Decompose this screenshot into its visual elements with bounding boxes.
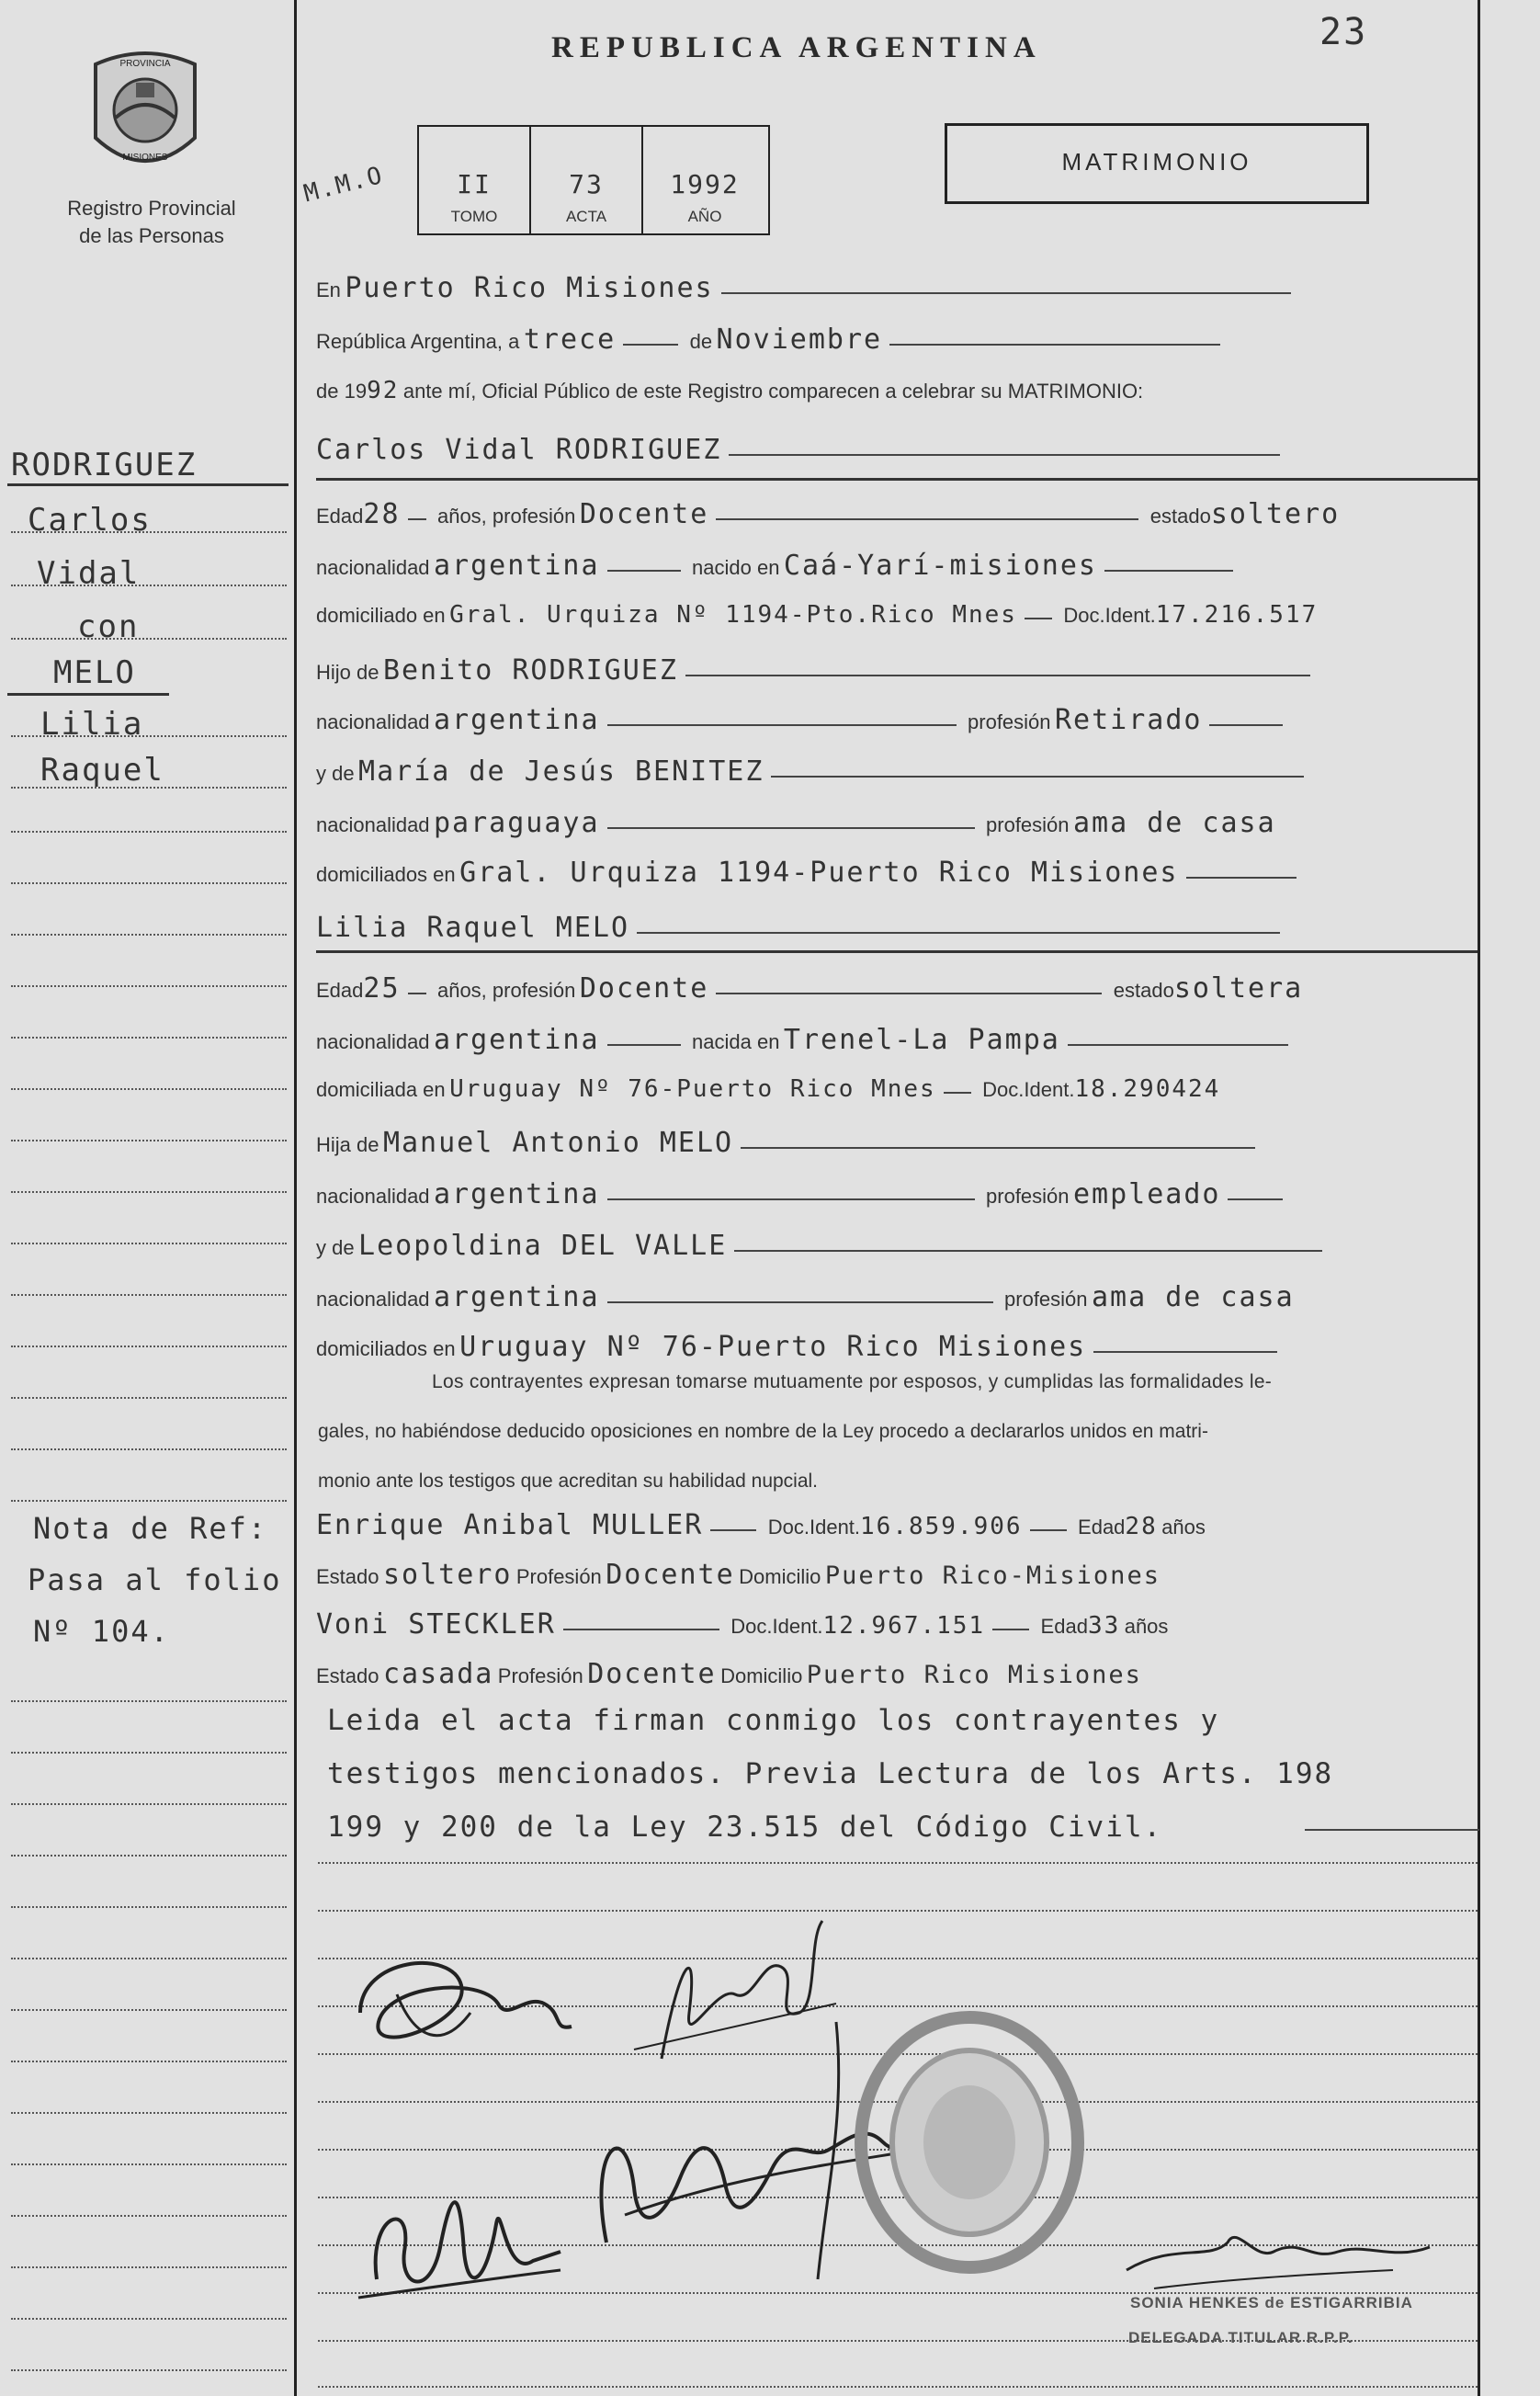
bride-age-line: Edad25 años, profesión Docente estadosoltera [316, 972, 1304, 1005]
ano-label: AÑO [687, 208, 722, 225]
title-box [945, 123, 1369, 204]
official-role: DELEGADA TITULAR R.P.P. [1128, 2329, 1353, 2346]
margin-firstname-bride: Lilia [40, 706, 144, 743]
bride-name-line [316, 912, 1483, 944]
margin-firstname-groom: Carlos [28, 502, 152, 539]
margin-middlename-groom: Vidal [37, 555, 141, 592]
ano-value: 1992 [670, 169, 740, 199]
official-name: SONIA HENKES de ESTIGARRIBIA [1130, 2294, 1413, 2311]
bride-parents-address-line: domiciliados en Uruguay Nº 76-Puerto Rico Misiones [316, 1331, 1483, 1363]
witness2-name: Voni STECKLER [316, 1608, 556, 1641]
margin-surname-groom: RODRIGUEZ [11, 447, 198, 483]
bride-nationality-line: nacionalidad argentina nacida en Trenel-La Pampa [316, 1024, 1483, 1056]
margin-middlename-bride: Raquel [40, 752, 164, 789]
intro-statement-line: de 1992 ante mí, Oficial Público de este Registro comparecen a celebrar su MATRIMONIO: [316, 377, 1144, 404]
bride-mother: Leopoldina DEL VALLE [358, 1230, 728, 1262]
official-signature [1117, 2206, 1448, 2307]
mmo-mark: M.M.O [300, 161, 387, 209]
margin-connector: con [77, 608, 140, 645]
declaration-line1: Los contrayentes expresan tomarse mutuamente por esposos, y cumplidas las formalidades le- [432, 1371, 1273, 1392]
acta-label: ACTA [565, 208, 607, 225]
bride-father-line: Hija de Manuel Antonio MELO [316, 1127, 1483, 1159]
acta-value: 73 [569, 169, 604, 199]
bride-address-line: domiciliada en Uruguay Nº 76-Puerto Rico Mnes Doc.Ident.18.290424 [316, 1075, 1221, 1103]
groom-parents-address-line: domiciliados en Gral. Urquiza 1194-Puerto Rico Misiones [316, 857, 1483, 889]
document-title: MATRIMONIO [1061, 148, 1252, 176]
bride-profession: Docente [579, 972, 709, 1005]
groom-mother: María de Jesús BENITEZ [358, 755, 764, 788]
declaration-line3: monio ante los testigos que acreditan su habilidad nupcial. [318, 1471, 819, 1492]
margin-underline [7, 483, 289, 486]
closing-line1: Leida el acta firman conmigo los contrayentes y [327, 1704, 1220, 1737]
groom-profession: Docente [579, 498, 709, 530]
day-value: trece [523, 324, 617, 356]
bride-father: Manuel Antonio MELO [382, 1127, 734, 1159]
official-stamp-icon [855, 2009, 1084, 2276]
place-value: Puerto Rico Misiones [345, 272, 714, 304]
bride-mother-nationality-line: nacionalidad argentina profesión ama de casa [316, 1281, 1295, 1313]
margin-note-line3: Nº 104. [33, 1614, 170, 1649]
svg-text:MISIONES: MISIONES [122, 153, 168, 163]
groom-age-line: Edad28 años, profesión Docente estadosoltero [316, 498, 1341, 530]
closing-dash [1305, 1829, 1479, 1831]
provincial-seal-icon [85, 46, 206, 184]
groom-address-line: domiciliado en Gral. Urquiza Nº 1194-Pto.Rico Mnes Doc.Ident.17.216.517 [316, 601, 1319, 629]
margin-note-line1: Nota de Ref: [33, 1511, 268, 1546]
groom-mother-line: y de María de Jesús BENITEZ [316, 755, 1483, 788]
groom-nationality-line: nacionalidad argentina nacido en Caá-Yarí-misiones [316, 550, 1483, 582]
office-name-line2: de las Personas [79, 224, 224, 247]
section-rule [316, 478, 1478, 481]
bride-address: Uruguay Nº 76-Puerto Rico Mnes [449, 1075, 936, 1103]
groom-signature [342, 1939, 581, 2077]
groom-name-line [316, 434, 1483, 466]
margin-underline [7, 693, 169, 696]
bride-father-nationality-line: nacionalidad argentina profesión empleado [316, 1178, 1483, 1210]
tomo-acta-ano-box [417, 125, 770, 235]
page-number: 23 [1319, 11, 1368, 53]
groom-father: Benito RODRIGUEZ [382, 654, 678, 687]
bride-mother-line: y de Leopoldina DEL VALLE [316, 1230, 1483, 1262]
declaration-line2: gales, no habiéndose deducido oposiciones en nombre de la Ley procedo a declararlos unidos en matri- [318, 1421, 1208, 1442]
year-value: 92 [367, 377, 400, 404]
margin-note-line2: Pasa al folio [28, 1562, 282, 1597]
groom-doc: 17.216.517 [1155, 601, 1319, 629]
tomo-value: II [457, 169, 492, 199]
witness2-line: Voni STECKLER Doc.Ident.12.967.151 Edad33 años [316, 1608, 1169, 1641]
witness1-details-line: Estado soltero Profesión Docente Domicilio Puerto Rico-Misiones [316, 1559, 1161, 1591]
closing-line3: 199 y 200 de la Ley 23.515 del Código Civil. [327, 1811, 1163, 1844]
witness1-signature [349, 2141, 570, 2316]
intro-date-line: República Argentina, a trece de Noviembre [316, 324, 1483, 356]
month-value: Noviembre [716, 324, 883, 356]
intro-place-line: En Puerto Rico Misiones [316, 272, 1483, 304]
witness1-name: Enrique Anibal MULLER [316, 1509, 704, 1541]
groom-father-line: Hijo de Benito RODRIGUEZ [316, 654, 1483, 687]
groom-parents-address: Gral. Urquiza 1194-Puerto Rico Misiones [459, 857, 1179, 889]
tomo-label: TOMO [450, 208, 498, 225]
groom-address: Gral. Urquiza Nº 1194-Pto.Rico Mnes [449, 601, 1017, 629]
groom-birthplace: Caá-Yarí-misiones [783, 550, 1097, 582]
margin-surname-bride: MELO [53, 654, 136, 691]
bride-parents-address: Uruguay Nº 76-Puerto Rico Misiones [459, 1331, 1087, 1363]
groom-name: Carlos Vidal RODRIGUEZ [316, 434, 722, 466]
bride-name: Lilia Raquel MELO [316, 912, 630, 944]
bride-doc: 18.290424 [1074, 1075, 1221, 1103]
closing-line2: testigos mencionados. Previa Lectura de los Arts. 198 [327, 1757, 1334, 1790]
margin-divider [294, 0, 297, 2396]
groom-father-nationality-line: nacionalidad argentina profesión Retirado [316, 704, 1483, 736]
groom-mother-nationality-line: nacionalidad paraguaya profesión ama de casa [316, 807, 1276, 839]
country-header: REPUBLICA ARGENTINA [551, 31, 1042, 64]
bride-birthplace: Trenel-La Pampa [783, 1024, 1060, 1056]
witness2-details-line: Estado casada Profesión Docente Domicilio Puerto Rico Misiones [316, 1658, 1142, 1690]
witness1-line: Enrique Anibal MULLER Doc.Ident.16.859.906 Edad28 años [316, 1509, 1206, 1541]
section-rule [316, 950, 1478, 953]
office-name-line1: Registro Provincial [67, 197, 236, 220]
svg-text:PROVINCIA: PROVINCIA [119, 59, 171, 69]
